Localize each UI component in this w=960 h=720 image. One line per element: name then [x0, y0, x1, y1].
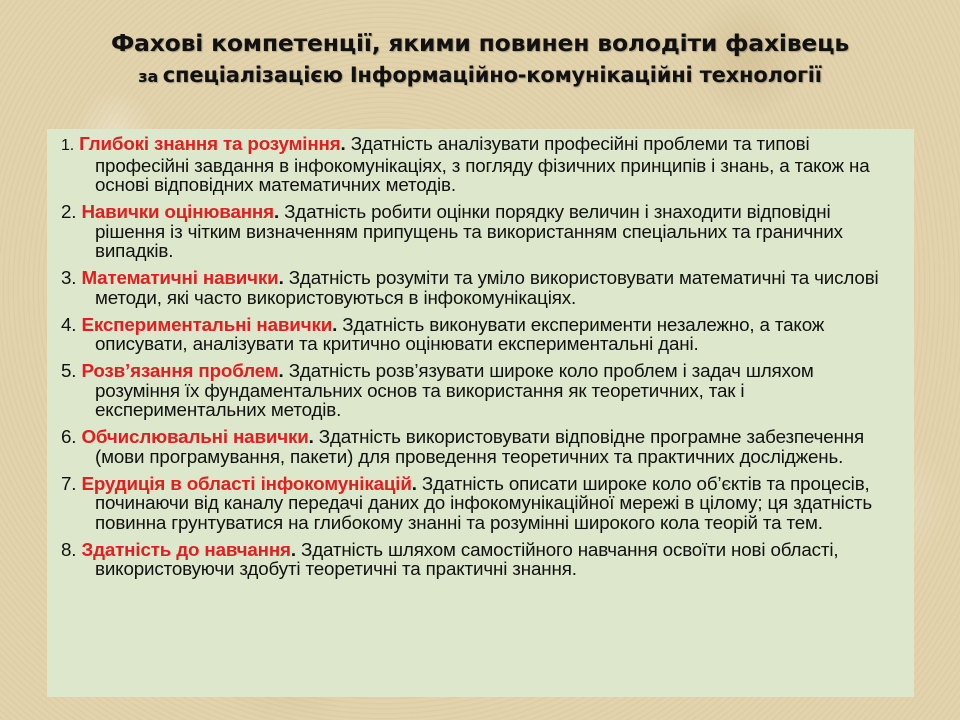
- competencies-panel: [47, 129, 914, 697]
- item-text: Здатність розуміти та уміло використовувати математичні та числові методи, які часто використовуються в інфокомунікаціях.: [95, 267, 879, 308]
- item-heading: Математичні навички: [81, 267, 279, 289]
- competency-item-3: [61, 268, 902, 307]
- item-number: 4.: [61, 313, 77, 335]
- item-number: 3.: [61, 267, 77, 289]
- title-line-2: [0, 60, 960, 93]
- competency-item-4: [61, 315, 902, 354]
- competency-item-5: [61, 361, 902, 420]
- item-number: 6.: [61, 426, 77, 448]
- item-heading-dot: .: [273, 201, 280, 223]
- item-number: 7.: [61, 472, 77, 494]
- item-heading-dot: .: [290, 538, 296, 560]
- item-number: 1.: [61, 137, 75, 154]
- item-text: Здатність шляхом самостійного навчання освоїти нові області, використовуючи здобуті теоретичні та практичні знання.: [95, 538, 839, 580]
- item-heading-dot: .: [278, 267, 284, 289]
- item-heading: Глибокі знання та розуміння: [79, 133, 341, 154]
- item-text: Здатність описати широке коло об’єктів та процесів, починаючи від каналу передачі даних до інфокомунікаційної мережі в цілому; ця здатність повинна грунтуватися на глибокому знанні та розумінні широкого кола теорій та тем.: [95, 472, 873, 533]
- item-text: Здатність використовувати відповідне програмне забезпечення (мови програмування, пакети) для проведення теоретичних та практичних досліджень.: [95, 426, 864, 467]
- item-text: Здатність розв’язувати широке коло проблем і задач шляхом розуміння їх фундаментальних основ та використання як теоретичних, так і експериментальних методів.: [95, 360, 814, 421]
- title-line-1: Фахові компетенції, якими повинен володіти фахівець: [110, 29, 850, 57]
- item-text: Здатність аналізувати професійні проблеми та типові професійні завдання в інфокомунікаціях, з погляду фізичних принципів і знань, а також на основі відповідних математичних методів.: [95, 133, 870, 196]
- item-number: 5.: [61, 360, 77, 382]
- competency-item-6: [61, 427, 902, 466]
- item-number: 8.: [61, 538, 77, 560]
- item-number: 2.: [61, 201, 77, 223]
- item-heading: Ерудиція в області інфокомунікацій: [81, 472, 412, 494]
- item-heading-dot: .: [278, 360, 284, 382]
- competency-item-2: [61, 202, 902, 261]
- item-heading-dot: .: [332, 313, 338, 335]
- item-heading-dot: .: [340, 133, 346, 154]
- item-heading: Обчислювальні навички: [81, 426, 309, 448]
- item-heading-dot: .: [308, 426, 314, 448]
- item-text: Здатність виконувати експерименти незалежно, а також описувати, аналізувати та критично оцінювати експериментальні дані.: [95, 313, 825, 355]
- title-prefix: за: [138, 67, 159, 86]
- item-heading-dot: .: [411, 472, 417, 494]
- title-specialization: спеціалізацією Інформаційно-комунікаційні технології: [162, 63, 822, 87]
- item-heading: Розв’язання проблем: [81, 360, 279, 382]
- item-heading: Здатність до навчання: [81, 538, 291, 560]
- slide-title: [0, 28, 960, 93]
- competency-item-8: [61, 540, 902, 579]
- competency-item-1: [61, 134, 902, 195]
- item-heading: Експериментальні навички: [81, 313, 333, 335]
- item-heading: Навички оцінювання: [81, 201, 274, 223]
- item-text: Здатність робити оцінки порядку величин і знаходити відповідні рішення із чітким визначенням припущень та використанням спеціальних та граничних випадків.: [95, 201, 843, 262]
- competency-item-7: [61, 474, 902, 533]
